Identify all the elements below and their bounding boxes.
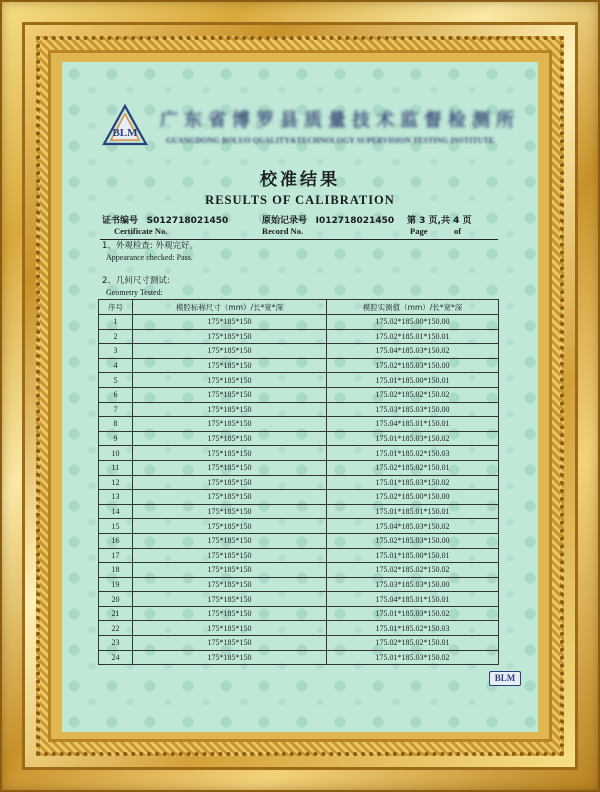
header-nominal: 模腔标称尺寸（mm）/长*宽*深 (133, 300, 327, 315)
page-indicator (407, 213, 471, 226)
measured-size: 175.03*185.03*150.00 (327, 402, 499, 417)
institute-name-cn: 广东省博罗县质量技术监督检测所 (160, 110, 520, 131)
certificate-label-en: Certificate No. (114, 226, 168, 236)
nominal-size: 175*185*150 (133, 548, 327, 563)
measured-size: 175.01*185.01*150.01 (327, 504, 499, 519)
nominal-size: 175*185*150 (133, 490, 327, 505)
row-index: 23 (99, 636, 133, 651)
table-row (99, 402, 499, 417)
measured-size: 175.04*185.03*150.02 (327, 519, 499, 534)
table-row (99, 315, 499, 330)
row-index: 17 (99, 548, 133, 563)
row-index: 21 (99, 606, 133, 621)
nominal-size: 175*185*150 (133, 563, 327, 578)
nominal-size: 175*185*150 (133, 460, 327, 475)
nominal-size: 175*185*150 (133, 650, 327, 665)
row-index: 18 (99, 563, 133, 578)
measured-size: 175.02*185.03*150.00 (327, 533, 499, 548)
nominal-size: 175*185*150 (133, 417, 327, 432)
nominal-size: 175*185*150 (133, 402, 327, 417)
geometry-test-en: Geometry Tested: (106, 288, 163, 297)
table-row (99, 460, 499, 475)
row-index: 13 (99, 490, 133, 505)
table-row (99, 329, 499, 344)
measured-size: 175.01*185.00*150.01 (327, 373, 499, 388)
measured-size: 175.02*185.02*150.01 (327, 636, 499, 651)
row-index: 16 (99, 533, 133, 548)
table-row (99, 431, 499, 446)
record-number (262, 213, 394, 226)
table-row (99, 636, 499, 651)
institute-logo (102, 104, 148, 148)
nominal-size: 175*185*150 (133, 358, 327, 373)
measured-size: 175.01*185.03*150.02 (327, 431, 499, 446)
of-label-en: of (454, 226, 462, 236)
nominal-size: 175*185*150 (133, 621, 327, 636)
table-row (99, 548, 499, 563)
measured-size: 175.01*185.03*150.02 (327, 650, 499, 665)
row-index: 9 (99, 431, 133, 446)
appearance-check-en: Appearance checked: Pass. (106, 253, 193, 262)
row-index: 10 (99, 446, 133, 461)
nominal-size: 175*185*150 (133, 373, 327, 388)
table-header-row (99, 300, 499, 315)
record-label-cn: 原始记录号 (262, 216, 308, 226)
table-row (99, 387, 499, 402)
measured-size: 175.01*185.03*150.02 (327, 475, 499, 490)
row-index: 19 (99, 577, 133, 592)
nominal-size: 175*185*150 (133, 577, 327, 592)
appearance-check-cn: 1、外观检查: 外观完好。 (102, 241, 198, 251)
table-row (99, 475, 499, 490)
measured-size: 175.02*185.02*150.01 (327, 460, 499, 475)
row-index: 8 (99, 417, 133, 432)
measured-size: 175.02*185.00*150.00 (327, 315, 499, 330)
nominal-size: 175*185*150 (133, 636, 327, 651)
row-index: 1 (99, 315, 133, 330)
record-number-value: I012718021450 (315, 216, 395, 226)
measured-size: 175.02*185.02*150.02 (327, 387, 499, 402)
measured-size: 175.02*185.00*150.00 (327, 490, 499, 505)
record-label-en: Record No. (262, 226, 304, 236)
measured-size: 175.02*185.02*150.02 (327, 563, 499, 578)
certificate-label-cn: 证书编号 (102, 216, 139, 226)
nominal-size: 175*185*150 (133, 519, 327, 534)
table-row (99, 358, 499, 373)
row-index: 24 (99, 650, 133, 665)
table-row (99, 446, 499, 461)
nominal-size: 175*185*150 (133, 606, 327, 621)
table-row (99, 519, 499, 534)
certificate-number-value: S012718021450 (146, 216, 229, 226)
nominal-size: 175*185*150 (133, 315, 327, 330)
measured-size: 175.03*185.03*150.00 (327, 577, 499, 592)
blm-badge: BLM (489, 671, 521, 686)
certificate-number (102, 213, 228, 226)
measured-size: 175.01*185.02*150.03 (327, 446, 499, 461)
table-row (99, 490, 499, 505)
measured-size: 175.04*185.03*150.02 (327, 344, 499, 359)
logo-text: BLM (112, 127, 138, 139)
row-index: 12 (99, 475, 133, 490)
measured-size: 175.02*185.01*150.01 (327, 329, 499, 344)
table-row (99, 577, 499, 592)
table-row (99, 606, 499, 621)
row-index: 22 (99, 621, 133, 636)
nominal-size: 175*185*150 (133, 592, 327, 607)
row-index: 20 (99, 592, 133, 607)
row-index: 5 (99, 373, 133, 388)
row-index: 3 (99, 344, 133, 359)
nominal-size: 175*185*150 (133, 387, 327, 402)
table-row (99, 621, 499, 636)
measured-size: 175.04*185.01*150.01 (327, 417, 499, 432)
nominal-size: 175*185*150 (133, 475, 327, 490)
table-body (99, 315, 499, 665)
measured-size: 175.02*185.03*150.00 (327, 358, 499, 373)
measured-size: 175.01*185.00*150.01 (327, 548, 499, 563)
table-row (99, 650, 499, 665)
table-row (99, 344, 499, 359)
row-index: 2 (99, 329, 133, 344)
nominal-size: 175*185*150 (133, 446, 327, 461)
measured-size: 175.01*185.02*150.03 (327, 621, 499, 636)
table-row (99, 504, 499, 519)
table-row (99, 563, 499, 578)
page-indicator-cn: 第 3 页,共 4 页 (407, 216, 472, 226)
row-index: 11 (99, 460, 133, 475)
header-index: 序号 (99, 300, 133, 315)
page-label-en: Page (410, 226, 428, 236)
table-row (99, 417, 499, 432)
page-title-en: RESULTS OF CALIBRATION (205, 193, 395, 207)
nominal-size: 175*185*150 (133, 431, 327, 446)
measured-size: 175.01*185.03*150.02 (327, 606, 499, 621)
nominal-size: 175*185*150 (133, 344, 327, 359)
row-index: 14 (99, 504, 133, 519)
table-row (99, 373, 499, 388)
geometry-test-cn: 2、几何尺寸测试: (102, 276, 170, 286)
row-index: 15 (99, 519, 133, 534)
institute-name-en: GUANGDONG BOLUO QUALITY&TECHNOLOGY SUPERVISION TESTING INSTITUTE (165, 136, 494, 145)
nominal-size: 175*185*150 (133, 533, 327, 548)
certificate-page (62, 62, 538, 732)
page-title-cn: 校准结果 (260, 170, 340, 190)
table-row (99, 592, 499, 607)
nominal-size: 175*185*150 (133, 329, 327, 344)
row-index: 7 (99, 402, 133, 417)
header-measured: 模腔实测值（mm）/长*宽*深 (327, 300, 499, 315)
row-index: 6 (99, 387, 133, 402)
nominal-size: 175*185*150 (133, 504, 327, 519)
row-index: 4 (99, 358, 133, 373)
calibration-table (98, 299, 499, 665)
table-row (99, 533, 499, 548)
measured-size: 175.04*185.01*150.01 (327, 592, 499, 607)
